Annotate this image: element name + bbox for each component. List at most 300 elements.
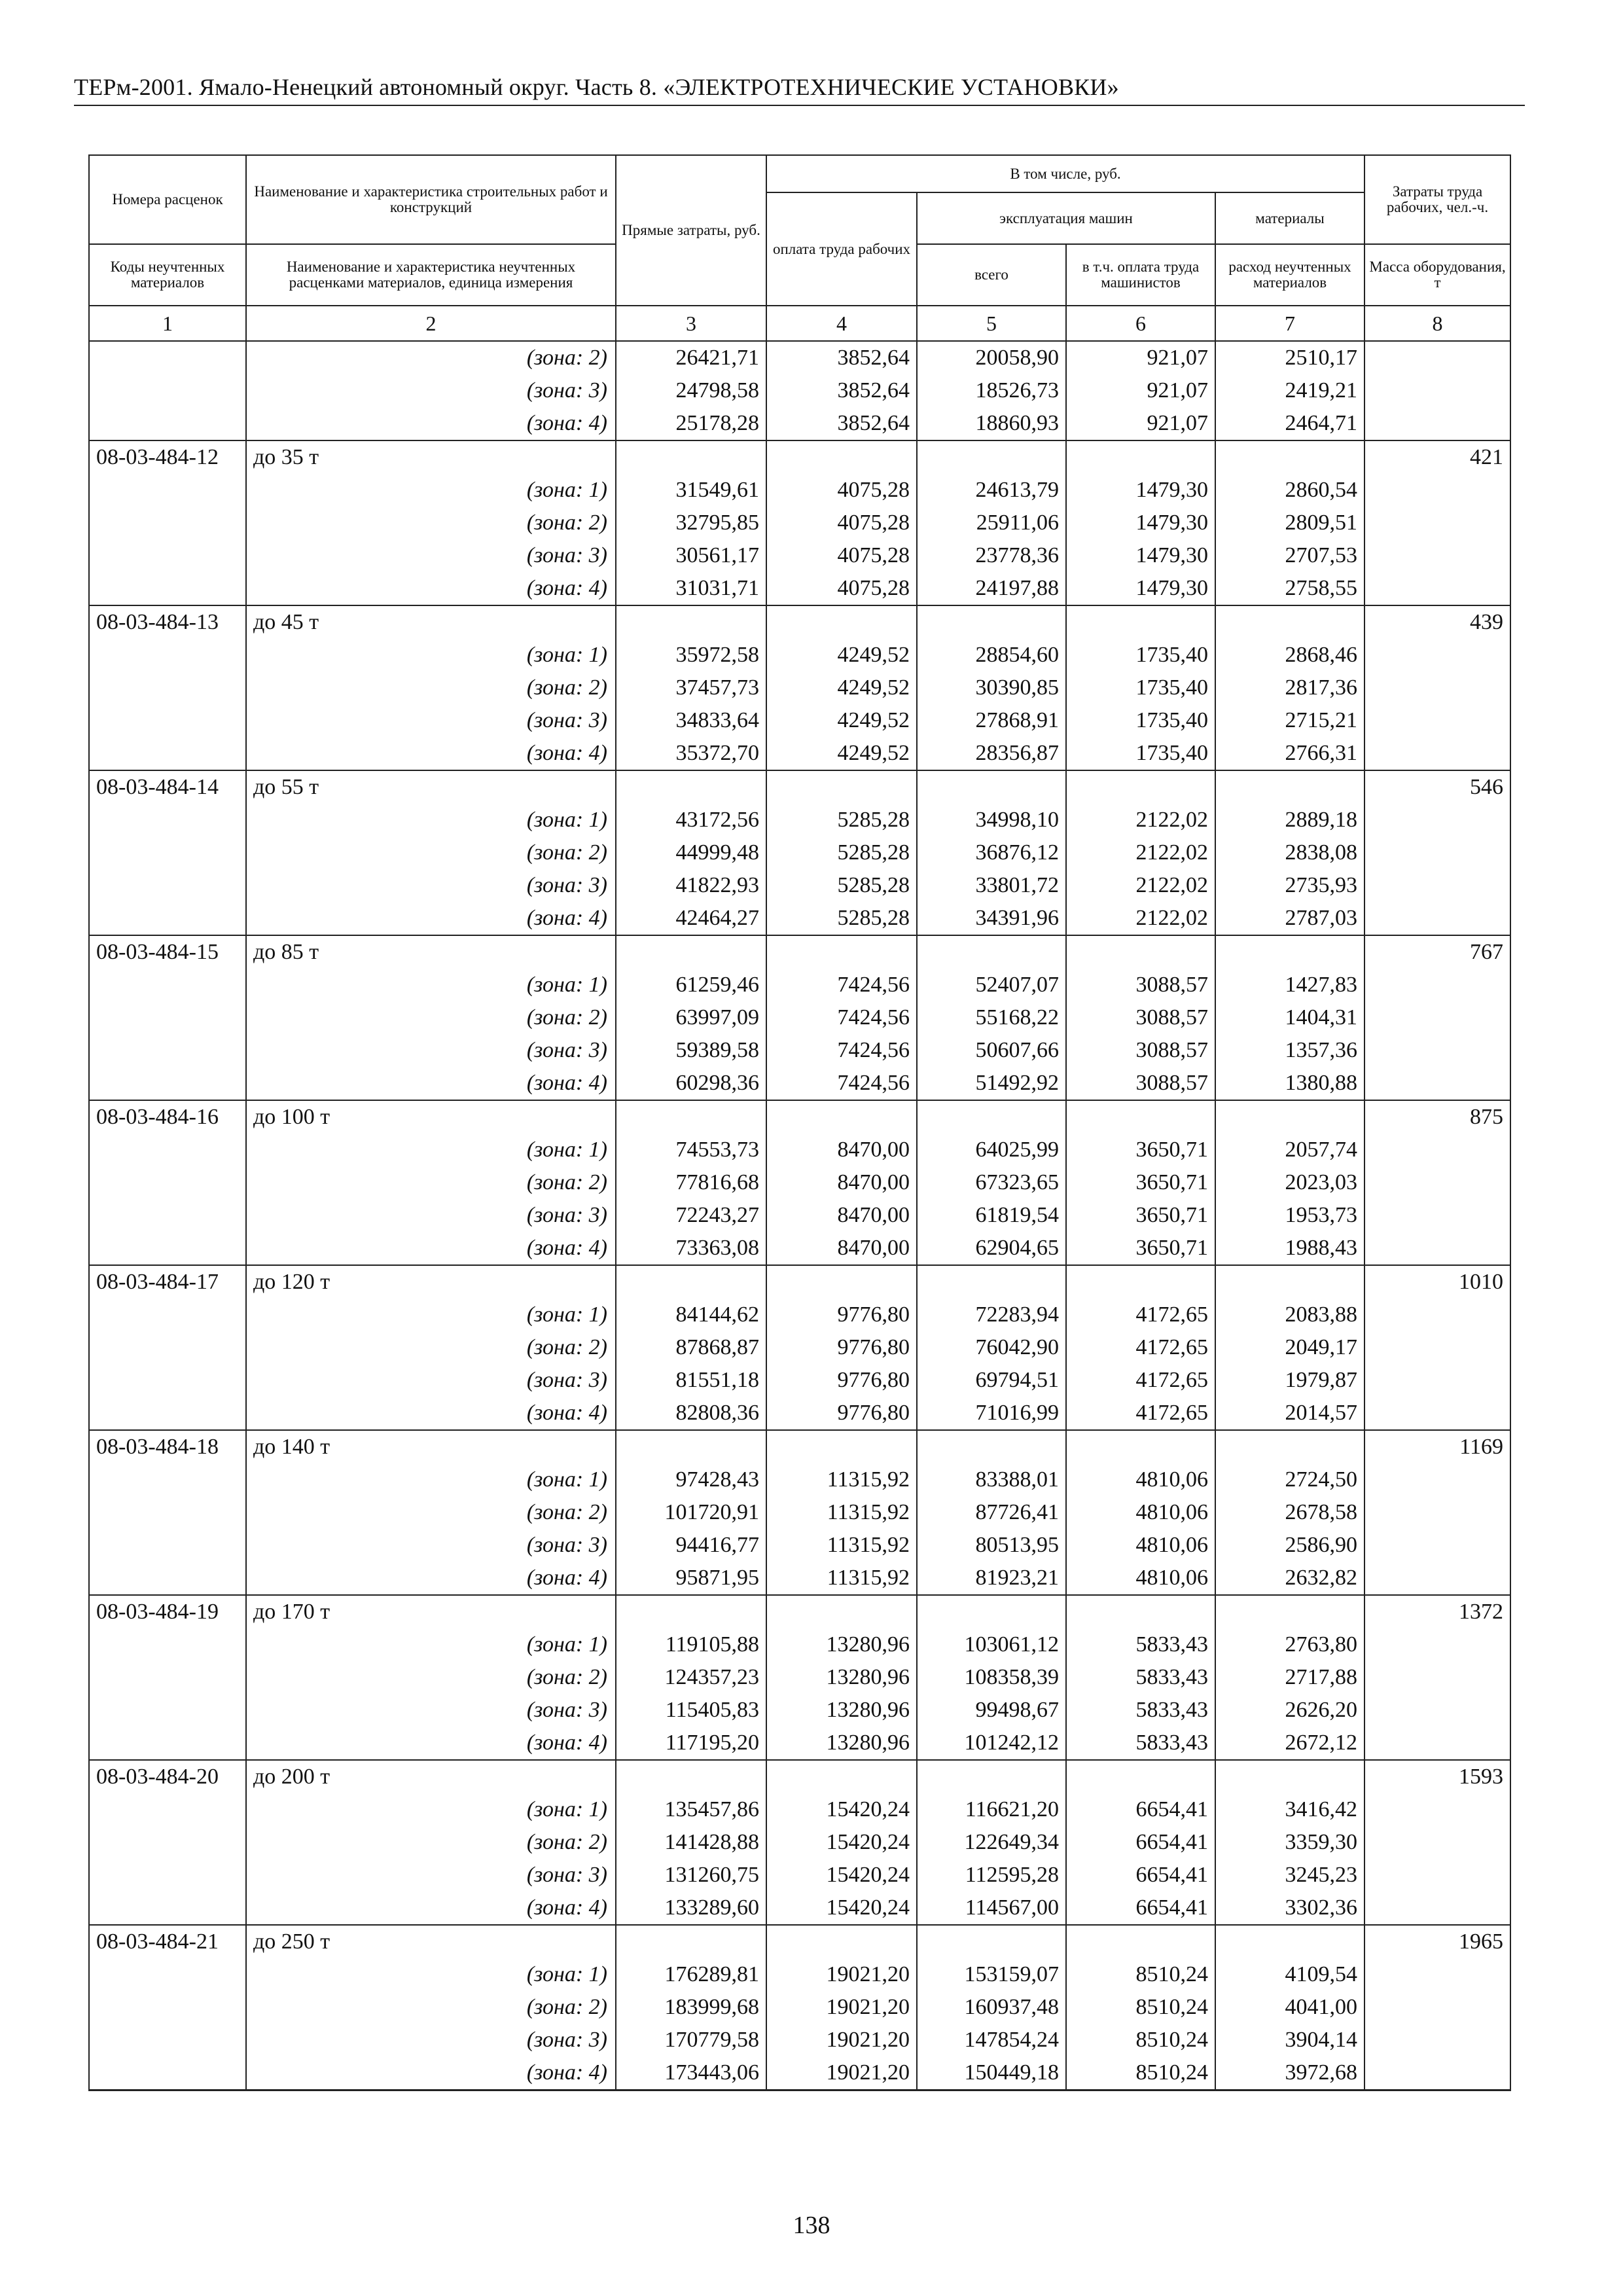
materials-value: 2672,12: [1215, 1727, 1364, 1760]
empty-cell: [1364, 474, 1510, 507]
labor-mass-value: 1965: [1364, 1925, 1510, 1958]
empty-cell: [1364, 902, 1510, 935]
zone-row: [89, 507, 1510, 539]
empty-cell: [1364, 1661, 1510, 1694]
direct-costs-value: 97428,43: [616, 1463, 766, 1496]
machinist-wages-value: 5833,43: [1066, 1661, 1215, 1694]
zone-row: [89, 1958, 1510, 1991]
machinist-wages-value: 4810,06: [1066, 1463, 1215, 1496]
empty-cell: [89, 1364, 246, 1397]
zone-label: (зона: 4): [246, 1892, 616, 1925]
empty-cell: [1066, 1100, 1215, 1134]
empty-cell: [1066, 935, 1215, 969]
rate-group-header-row: [89, 1430, 1510, 1463]
direct-costs-value: 43172,56: [616, 804, 766, 836]
col-header-rate-numbers: Номера расценок: [89, 155, 246, 244]
empty-cell: [89, 1661, 246, 1694]
machine-total-value: 80513,95: [917, 1529, 1066, 1562]
zone-label: (зона: 2): [246, 341, 616, 374]
machine-total-value: 83388,01: [917, 1463, 1066, 1496]
zone-label: (зона: 3): [246, 1694, 616, 1727]
machinist-wages-value: 5833,43: [1066, 1727, 1215, 1760]
zone-label: (зона: 3): [246, 539, 616, 572]
empty-cell: [1215, 605, 1364, 639]
materials-value: 2766,31: [1215, 737, 1364, 770]
empty-cell: [1364, 1463, 1510, 1496]
zone-label: (зона: 1): [246, 1134, 616, 1166]
labor-mass-value: 1169: [1364, 1430, 1510, 1463]
empty-cell: [89, 1628, 246, 1661]
zone-label: (зона: 3): [246, 869, 616, 902]
worker-wages-value: 15420,24: [766, 1826, 917, 1859]
empty-cell: [1215, 1760, 1364, 1793]
machinist-wages-value: 6654,41: [1066, 1892, 1215, 1925]
direct-costs-value: 183999,68: [616, 1991, 766, 2024]
zone-row: [89, 1034, 1510, 1067]
empty-cell: [89, 1199, 246, 1232]
empty-cell: [766, 605, 917, 639]
machinist-wages-value: 4172,65: [1066, 1397, 1215, 1430]
column-number: 7: [1215, 306, 1364, 341]
zone-label: (зона: 2): [246, 1166, 616, 1199]
empty-cell: [917, 935, 1066, 969]
worker-wages-value: 13280,96: [766, 1694, 917, 1727]
materials-value: 2817,36: [1215, 672, 1364, 704]
empty-cell: [616, 1760, 766, 1793]
worker-wages-value: 15420,24: [766, 1793, 917, 1826]
labor-mass-value: 1372: [1364, 1595, 1510, 1628]
zone-row: [89, 1826, 1510, 1859]
empty-cell: [1215, 1100, 1364, 1134]
direct-costs-value: 95871,95: [616, 1562, 766, 1595]
machine-total-value: 147854,24: [917, 2024, 1066, 2056]
direct-costs-value: 135457,86: [616, 1793, 766, 1826]
column-number: 4: [766, 306, 917, 341]
machinist-wages-value: 3650,71: [1066, 1166, 1215, 1199]
machine-total-value: 122649,34: [917, 1826, 1066, 1859]
machine-total-value: 153159,07: [917, 1958, 1066, 1991]
zone-label: (зона: 2): [246, 1001, 616, 1034]
col-header-total: всего: [917, 244, 1066, 306]
machinist-wages-value: 4172,65: [1066, 1299, 1215, 1331]
zone-row: [89, 1199, 1510, 1232]
worker-wages-value: 4075,28: [766, 572, 917, 605]
machinist-wages-value: 3088,57: [1066, 1067, 1215, 1100]
empty-cell: [1364, 1727, 1510, 1760]
zone-row: [89, 1496, 1510, 1529]
empty-cell: [89, 1727, 246, 1760]
machine-total-value: 71016,99: [917, 1397, 1066, 1430]
page-number: 138: [793, 2212, 830, 2239]
worker-wages-value: 5285,28: [766, 836, 917, 869]
machine-total-value: 28854,60: [917, 639, 1066, 672]
direct-costs-value: 32795,85: [616, 507, 766, 539]
machinist-wages-value: 4172,65: [1066, 1364, 1215, 1397]
table-header: [89, 155, 1510, 341]
empty-cell: [917, 1925, 1066, 1958]
column-numbers-row: [89, 306, 1510, 341]
col-header-labor-costs: Затраты труда рабочих, чел.-ч.: [1364, 155, 1510, 244]
empty-cell: [89, 1397, 246, 1430]
worker-wages-value: 13280,96: [766, 1727, 917, 1760]
materials-value: 2838,08: [1215, 836, 1364, 869]
empty-cell: [89, 1529, 246, 1562]
empty-cell: [89, 474, 246, 507]
worker-wages-value: 4249,52: [766, 639, 917, 672]
column-number: 3: [616, 306, 766, 341]
zone-label: (зона: 3): [246, 1529, 616, 1562]
worker-wages-value: 5285,28: [766, 804, 917, 836]
worker-wages-value: 5285,28: [766, 869, 917, 902]
rates-table: [88, 154, 1511, 2091]
materials-value: 3972,68: [1215, 2056, 1364, 2090]
materials-value: 3416,42: [1215, 1793, 1364, 1826]
col-header-material-codes: Коды неучтенных материалов: [89, 244, 246, 306]
machine-total-value: 52407,07: [917, 969, 1066, 1001]
rate-group-header-row: [89, 1265, 1510, 1299]
zone-row: [89, 572, 1510, 605]
col-header-machine-operation: эксплуатация машин: [917, 192, 1215, 244]
machinist-wages-value: 1479,30: [1066, 539, 1215, 572]
empty-cell: [1364, 1299, 1510, 1331]
machinist-wages-value: 8510,24: [1066, 1991, 1215, 2024]
empty-cell: [1364, 1793, 1510, 1826]
empty-cell: [1364, 869, 1510, 902]
empty-cell: [1364, 1364, 1510, 1397]
empty-cell: [1364, 1859, 1510, 1892]
worker-wages-value: 4075,28: [766, 507, 917, 539]
zone-label: (зона: 1): [246, 969, 616, 1001]
materials-value: 2809,51: [1215, 507, 1364, 539]
direct-costs-value: 44999,48: [616, 836, 766, 869]
worker-wages-value: 4249,52: [766, 737, 917, 770]
empty-cell: [1066, 770, 1215, 804]
machinist-wages-value: 1735,40: [1066, 737, 1215, 770]
materials-value: 2860,54: [1215, 474, 1364, 507]
col-header-material-name: Наименование и характеристика неучтенных расценками материалов, единица измерения: [246, 244, 616, 306]
empty-cell: [766, 1760, 917, 1793]
zone-label: (зона: 2): [246, 836, 616, 869]
zone-row: [89, 1628, 1510, 1661]
rate-title: до 170 т: [246, 1595, 616, 1628]
zone-row: [89, 1299, 1510, 1331]
machinist-wages-value: 1735,40: [1066, 704, 1215, 737]
rate-group-header-row: [89, 1760, 1510, 1793]
direct-costs-value: 81551,18: [616, 1364, 766, 1397]
zone-label: (зона: 3): [246, 1364, 616, 1397]
zone-label: (зона: 4): [246, 1562, 616, 1595]
zone-label: (зона: 4): [246, 2056, 616, 2090]
direct-costs-value: 74553,73: [616, 1134, 766, 1166]
machine-total-value: 81923,21: [917, 1562, 1066, 1595]
table-body: [89, 341, 1510, 2090]
materials-value: 2678,58: [1215, 1496, 1364, 1529]
empty-cell: [89, 869, 246, 902]
empty-cell: [616, 935, 766, 969]
materials-value: 1988,43: [1215, 1232, 1364, 1265]
empty-cell: [89, 539, 246, 572]
zone-row: [89, 1134, 1510, 1166]
empty-cell: [89, 704, 246, 737]
direct-costs-value: 31031,71: [616, 572, 766, 605]
materials-value: 2868,46: [1215, 639, 1364, 672]
empty-cell: [1364, 1991, 1510, 2024]
materials-value: 2626,20: [1215, 1694, 1364, 1727]
direct-costs-value: 42464,27: [616, 902, 766, 935]
empty-cell: [1364, 539, 1510, 572]
machine-total-value: 108358,39: [917, 1661, 1066, 1694]
rate-title: до 85 т: [246, 935, 616, 969]
zone-label: (зона: 1): [246, 474, 616, 507]
empty-cell: [89, 1793, 246, 1826]
materials-value: 2510,17: [1215, 341, 1364, 374]
machine-total-value: 36876,12: [917, 836, 1066, 869]
machinist-wages-value: 2122,02: [1066, 902, 1215, 935]
zone-row: [89, 1859, 1510, 1892]
machine-total-value: 23778,36: [917, 539, 1066, 572]
zone-row: [89, 474, 1510, 507]
empty-cell: [89, 1166, 246, 1199]
direct-costs-value: 119105,88: [616, 1628, 766, 1661]
empty-cell: [1364, 1166, 1510, 1199]
empty-cell: [89, 1496, 246, 1529]
materials-value: 3904,14: [1215, 2024, 1364, 2056]
empty-cell: [1364, 507, 1510, 539]
zone-label: (зона: 2): [246, 1661, 616, 1694]
direct-costs-value: 24798,58: [616, 374, 766, 407]
worker-wages-value: 8470,00: [766, 1232, 917, 1265]
zone-row: [89, 1562, 1510, 1595]
direct-costs-value: 87868,87: [616, 1331, 766, 1364]
empty-cell: [766, 1595, 917, 1628]
worker-wages-value: 11315,92: [766, 1562, 917, 1595]
rate-code: 08-03-484-13: [89, 605, 246, 639]
empty-cell: [89, 374, 246, 407]
worker-wages-value: 11315,92: [766, 1496, 917, 1529]
worker-wages-value: 9776,80: [766, 1397, 917, 1430]
empty-cell: [1364, 1067, 1510, 1100]
empty-cell: [616, 1265, 766, 1299]
direct-costs-value: 60298,36: [616, 1067, 766, 1100]
empty-cell: [917, 1265, 1066, 1299]
empty-cell: [1066, 440, 1215, 474]
machine-total-value: 64025,99: [917, 1134, 1066, 1166]
materials-value: 2464,71: [1215, 407, 1364, 440]
empty-cell: [89, 2056, 246, 2090]
direct-costs-value: 131260,75: [616, 1859, 766, 1892]
empty-cell: [1066, 605, 1215, 639]
zone-row: [89, 1892, 1510, 1925]
direct-costs-value: 176289,81: [616, 1958, 766, 1991]
empty-cell: [616, 1430, 766, 1463]
empty-cell: [917, 605, 1066, 639]
rate-title: до 140 т: [246, 1430, 616, 1463]
zone-row: [89, 804, 1510, 836]
zone-label: (зона: 2): [246, 1496, 616, 1529]
empty-cell: [1215, 1925, 1364, 1958]
zone-row: [89, 1397, 1510, 1430]
direct-costs-value: 170779,58: [616, 2024, 766, 2056]
machine-total-value: 62904,65: [917, 1232, 1066, 1265]
zone-label: (зона: 1): [246, 1628, 616, 1661]
machine-total-value: 34998,10: [917, 804, 1066, 836]
zone-row: [89, 1331, 1510, 1364]
empty-cell: [1364, 704, 1510, 737]
zone-label: (зона: 1): [246, 1299, 616, 1331]
machine-total-value: 18526,73: [917, 374, 1066, 407]
rate-group-header-row: [89, 935, 1510, 969]
worker-wages-value: 3852,64: [766, 341, 917, 374]
rate-code: 08-03-484-15: [89, 935, 246, 969]
machinist-wages-value: 2122,02: [1066, 804, 1215, 836]
labor-mass-value: 439: [1364, 605, 1510, 639]
empty-cell: [917, 1430, 1066, 1463]
machinist-wages-value: 921,07: [1066, 407, 1215, 440]
worker-wages-value: 9776,80: [766, 1364, 917, 1397]
empty-cell: [89, 1001, 246, 1034]
machine-total-value: 24613,79: [917, 474, 1066, 507]
materials-value: 2889,18: [1215, 804, 1364, 836]
materials-value: 2023,03: [1215, 1166, 1364, 1199]
worker-wages-value: 8470,00: [766, 1166, 917, 1199]
machine-total-value: 34391,96: [917, 902, 1066, 935]
rate-code: 08-03-484-17: [89, 1265, 246, 1299]
empty-cell: [917, 1760, 1066, 1793]
direct-costs-value: 34833,64: [616, 704, 766, 737]
worker-wages-value: 9776,80: [766, 1299, 917, 1331]
empty-cell: [1364, 407, 1510, 440]
empty-cell: [766, 1100, 917, 1134]
col-header-direct-costs: Прямые затраты, руб.: [616, 155, 766, 306]
materials-value: 1357,36: [1215, 1034, 1364, 1067]
materials-value: 3245,23: [1215, 1859, 1364, 1892]
empty-cell: [1364, 1826, 1510, 1859]
rate-title: до 200 т: [246, 1760, 616, 1793]
worker-wages-value: 8470,00: [766, 1199, 917, 1232]
machine-total-value: 112595,28: [917, 1859, 1066, 1892]
empty-cell: [89, 639, 246, 672]
machine-total-value: 18860,93: [917, 407, 1066, 440]
zone-row: [89, 1232, 1510, 1265]
empty-cell: [1364, 572, 1510, 605]
worker-wages-value: 4075,28: [766, 539, 917, 572]
empty-cell: [1066, 1760, 1215, 1793]
machine-total-value: 67323,65: [917, 1166, 1066, 1199]
materials-value: 2057,74: [1215, 1134, 1364, 1166]
worker-wages-value: 19021,20: [766, 1991, 917, 2024]
labor-mass-value: 767: [1364, 935, 1510, 969]
empty-cell: [616, 770, 766, 804]
zone-label: (зона: 2): [246, 1991, 616, 2024]
worker-wages-value: 8470,00: [766, 1134, 917, 1166]
zone-label: (зона: 4): [246, 572, 616, 605]
empty-cell: [766, 935, 917, 969]
direct-costs-value: 94416,77: [616, 1529, 766, 1562]
zone-row: [89, 2056, 1510, 2090]
direct-costs-value: 35372,70: [616, 737, 766, 770]
machinist-wages-value: 4810,06: [1066, 1496, 1215, 1529]
zone-row: [89, 704, 1510, 737]
empty-cell: [89, 572, 246, 605]
zone-label: (зона: 2): [246, 1331, 616, 1364]
empty-cell: [89, 1958, 246, 1991]
worker-wages-value: 11315,92: [766, 1529, 917, 1562]
zone-row: [89, 539, 1510, 572]
rate-title: до 250 т: [246, 1925, 616, 1958]
empty-cell: [89, 507, 246, 539]
materials-value: 1404,31: [1215, 1001, 1364, 1034]
empty-cell: [1364, 639, 1510, 672]
rate-title: до 55 т: [246, 770, 616, 804]
empty-cell: [616, 605, 766, 639]
direct-costs-value: 117195,20: [616, 1727, 766, 1760]
zone-row: [89, 2024, 1510, 2056]
materials-value: 4109,54: [1215, 1958, 1364, 1991]
zone-row: [89, 672, 1510, 704]
empty-cell: [1364, 1001, 1510, 1034]
direct-costs-value: 37457,73: [616, 672, 766, 704]
direct-costs-value: 25178,28: [616, 407, 766, 440]
materials-value: 2787,03: [1215, 902, 1364, 935]
machinist-wages-value: 921,07: [1066, 341, 1215, 374]
empty-cell: [89, 1299, 246, 1331]
direct-costs-value: 77816,68: [616, 1166, 766, 1199]
direct-costs-value: 84144,62: [616, 1299, 766, 1331]
worker-wages-value: 5285,28: [766, 902, 917, 935]
empty-cell: [917, 1595, 1066, 1628]
materials-value: 2715,21: [1215, 704, 1364, 737]
machinist-wages-value: 2122,02: [1066, 836, 1215, 869]
empty-cell: [1215, 1265, 1364, 1299]
worker-wages-value: 3852,64: [766, 374, 917, 407]
machine-total-value: 160937,48: [917, 1991, 1066, 2024]
empty-cell: [89, 804, 246, 836]
zone-label: (зона: 4): [246, 1727, 616, 1760]
direct-costs-value: 30561,17: [616, 539, 766, 572]
empty-cell: [1364, 2056, 1510, 2090]
rate-group-header-row: [89, 1100, 1510, 1134]
zone-label: (зона: 3): [246, 1199, 616, 1232]
empty-cell: [1364, 2024, 1510, 2056]
machinist-wages-value: 1479,30: [1066, 572, 1215, 605]
zone-row: [89, 407, 1510, 440]
zone-label: (зона: 4): [246, 737, 616, 770]
zone-row: [89, 836, 1510, 869]
empty-cell: [89, 969, 246, 1001]
empty-cell: [1364, 1694, 1510, 1727]
machinist-wages-value: 3088,57: [1066, 1001, 1215, 1034]
machine-total-value: 101242,12: [917, 1727, 1066, 1760]
machine-total-value: 72283,94: [917, 1299, 1066, 1331]
col-header-worker-wages: оплата труда рабочих: [766, 192, 917, 306]
materials-value: 1427,83: [1215, 969, 1364, 1001]
machinist-wages-value: 6654,41: [1066, 1793, 1215, 1826]
machine-total-value: 27868,91: [917, 704, 1066, 737]
labor-mass-value: 875: [1364, 1100, 1510, 1134]
machinist-wages-value: 5833,43: [1066, 1694, 1215, 1727]
col-header-including: В том числе, руб.: [766, 155, 1364, 192]
machine-total-value: 69794,51: [917, 1364, 1066, 1397]
zone-row: [89, 1661, 1510, 1694]
materials-value: 2049,17: [1215, 1331, 1364, 1364]
machine-total-value: 30390,85: [917, 672, 1066, 704]
col-header-machinist-wages: в т.ч. оплата труда машинистов: [1066, 244, 1215, 306]
rate-title: до 45 т: [246, 605, 616, 639]
zone-label: (зона: 3): [246, 1859, 616, 1892]
empty-cell: [89, 2024, 246, 2056]
machinist-wages-value: 6654,41: [1066, 1826, 1215, 1859]
machinist-wages-value: 3650,71: [1066, 1199, 1215, 1232]
